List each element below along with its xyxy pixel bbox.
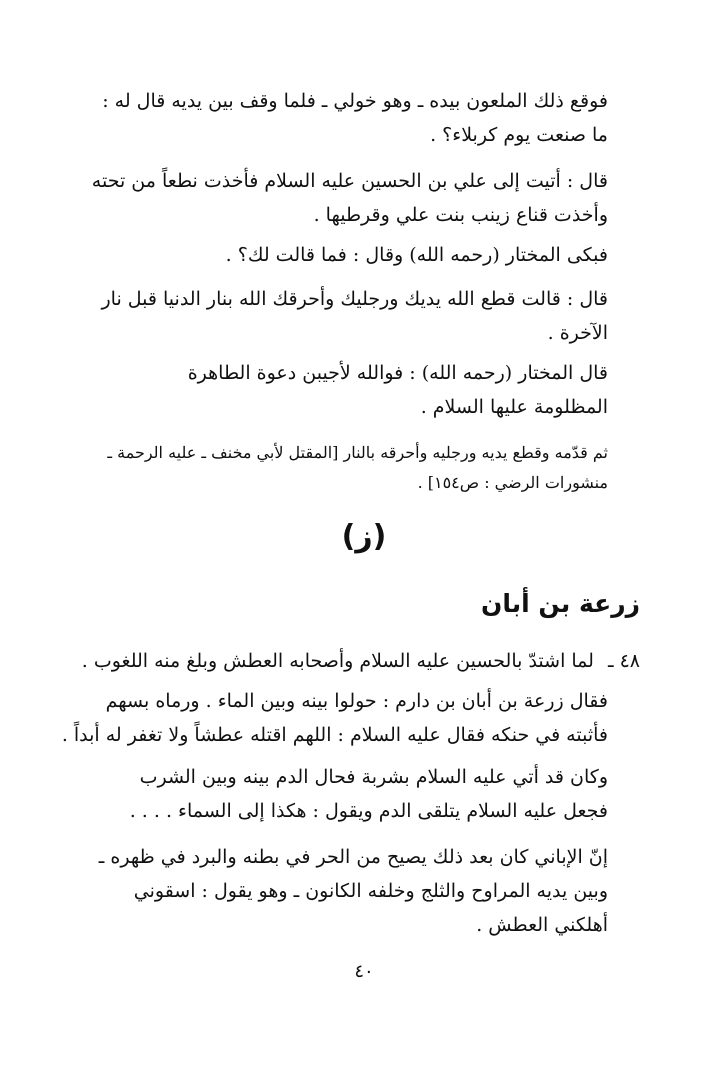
section-title: زرعة بن أبان — [481, 589, 640, 618]
paragraph-line: إنّ الإباني كان بعد ذلك يصيح من الحر في بطنه والبرد في ظهره ـ — [98, 846, 608, 868]
paragraph-line: الآخرة . — [547, 322, 608, 344]
paragraph-6-citation — [107, 438, 608, 498]
paragraph-line: قال : قالت قطع الله يديك ورجليك وأحرقك الله بنار الدنيا قبل نار — [101, 288, 608, 310]
paragraph-line: ثم قدّمه وقطع يديه ورجليه وأحرقه بالنار [المقتل لأبي مخنف ـ عليه الرحمة ـ — [107, 443, 608, 462]
page-number: ٤٠ — [354, 961, 374, 982]
paragraph-line: ما صنعت يوم كربلاء؟ . — [430, 124, 608, 146]
paragraph-4 — [101, 282, 608, 350]
numbered-item — [80, 644, 640, 678]
paragraph-line: فأثبته في حنكه فقال عليه السلام : اللهم اقتله عطشاً ولا تغفر له أبداً . — [61, 724, 608, 746]
paragraph-5 — [118, 356, 608, 424]
section-paragraph-4 — [98, 840, 608, 942]
paragraph-line: وكان قد أتي عليه السلام بشربة فحال الدم بينه وبين الشرب — [139, 766, 608, 788]
letter-heading: (ز) — [341, 519, 387, 554]
paragraph-2 — [91, 164, 608, 232]
paragraph-line: منشورات الرضي : ص١٥٤] . — [417, 473, 608, 492]
paragraph-line: وبين يديه المراوح والثلج وخلفه الكانون ـ وهو يقول : اسقوني — [133, 880, 608, 902]
section-paragraph-2 — [61, 684, 608, 752]
paragraph-3 — [118, 238, 608, 272]
paragraph-line: فبكى المختار (رحمه الله) وقال : فما قالت لك؟ . — [225, 244, 608, 266]
section-paragraph-3 — [118, 760, 608, 828]
paragraph-1 — [102, 84, 608, 152]
item-number: ٤٨ ـ — [607, 650, 640, 672]
paragraph-line: فوقع ذلك الملعون بيده ـ وهو خولي ـ فلما وقف بين يديه قال له : — [102, 90, 608, 112]
item-text: لما اشتدّ بالحسين عليه السلام وأصحابه العطش وبلغ منه اللغوب . — [81, 650, 594, 672]
paragraph-line: قال : أتيت إلى علي بن الحسين عليه السلام فأخذت نطعاً من تحته — [91, 170, 608, 192]
paragraph-line: وأخذت قناع زينب بنت علي وقرطيها . — [313, 204, 608, 226]
paragraph-line: فقال زرعة بن أبان بن دارم : حولوا بينه وبين الماء . ورماه بسهم — [105, 690, 608, 712]
numbered-item-line — [80, 644, 640, 678]
paragraph-line: المظلومة عليها السلام . — [420, 396, 608, 418]
paragraph-line: فجعل عليه السلام يتلقى الدم ويقول : هكذا إلى السماء . . . . — [129, 800, 608, 822]
paragraph-line: قال المختار (رحمه الله) : فوالله لأجيبن دعوة الطاهرة — [187, 362, 608, 384]
paragraph-line: أهلكني العطش . — [476, 914, 608, 936]
